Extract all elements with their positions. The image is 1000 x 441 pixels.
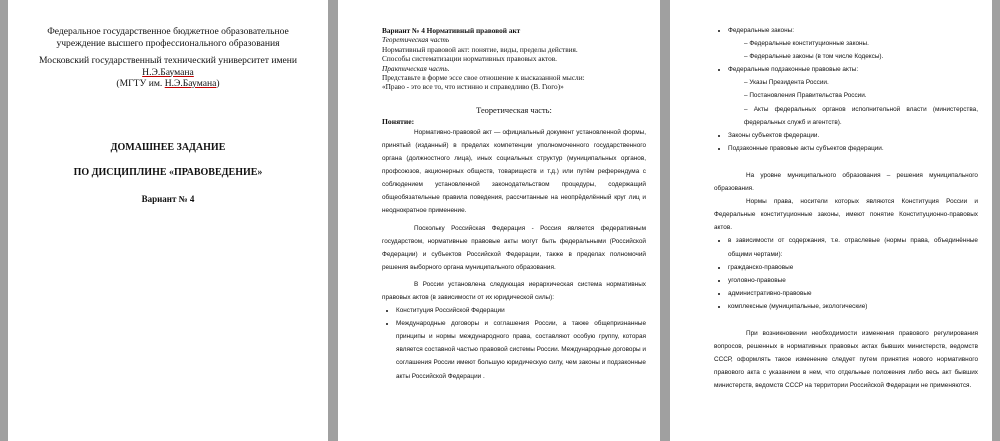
list-item: • Подзаконные правовые акты субъектов федерации. bbox=[728, 142, 978, 155]
norms-paragraph: Нормы права, носители которых являются Конституция России и Федеральные конституционные законы, имеют понятие Конституционно-правовых актов. bbox=[714, 198, 978, 232]
topic-line-2: Способы систематизации нормативных правовых актов. bbox=[382, 54, 557, 64]
section-heading: Теоретическая часть: bbox=[476, 105, 552, 115]
practice-part-label: Практическая часть. bbox=[382, 63, 450, 73]
list-item: • гражданско-правовые bbox=[728, 261, 978, 274]
task-line-2: «Право - это все то, что истинно и справедливо (В. Гюго)» bbox=[382, 82, 564, 92]
definition-paragraph: Нормативно-правовой акт — официальный документ установленной формы, принятый (изданный) в пределах компетенции уполномоченного государственного органа (должностного лица), иных социальных структур (муниципальных органов, профсоюзов, акционерных обществ, товариществ и т.д.) или путём референдума с соблюдением установленной законодательством процедуры, содержащий общеобязательные правила поведения, рассчитанные на неопрēделённый круг лиц и неоднократное применение. bbox=[382, 128, 646, 215]
org-line-2: учреждение высшего профессионального образования bbox=[56, 37, 280, 49]
list-item: – Указы Президента России. bbox=[744, 76, 978, 89]
federation-paragraph: Поскольку Российская Федерация - Россия является федеративным государством, нормативные правовые акты могут быть федеральными (Российской Федерации) и субъектов Российской Федерации, также в пределах полномочий решения выборного органа муниципального образования. bbox=[382, 224, 646, 271]
theory-part-label: Теоретическая часть bbox=[382, 35, 450, 45]
topic-line-1: Нормативный правовой акт: понятие, виды, пределы действия. bbox=[382, 44, 578, 54]
list-item: • Законы субъектов федерации. bbox=[728, 129, 978, 142]
content-list bbox=[714, 234, 978, 313]
list-item: • Международные договоры и соглашения России, а также общепризнанные принципы и нормы международного права, составляют особую группу, которая является составной частью правовой системы России. Международные договоры и соглашения России имеют большую юридическую силу, чем законы и подзаконные акты Российской Федерации . bbox=[396, 317, 646, 382]
list-item: • комплексные (муниципальные, экологические) bbox=[728, 300, 978, 313]
list-item: – Федеральные конституционные законы. bbox=[744, 37, 978, 50]
list-item: • Федеральные подзаконные правовые акты: – Указы Президента России. – Постановления Правительства России. – Акты федеральных органов исполнительной власти (министерства, федеральных служб и агентств). bbox=[728, 63, 978, 128]
subject-title: ПО ДИСЦИПЛИНЕ «ПРАВОВЕДЕНИЕ» bbox=[73, 166, 263, 178]
municipal-paragraph: На уровне муниципального образования – решения муниципального образования. bbox=[714, 171, 978, 193]
org-line-1: Федеральное государственное бюджетное образовательное bbox=[47, 26, 289, 37]
homework-title: ДОМАШНЕЕ ЗАДАНИЕ bbox=[110, 141, 226, 153]
organization-name bbox=[26, 26, 310, 49]
list-item: • в зависимости от содержания, т.е. отраслевые (нормы права, объединённые общими чертами): bbox=[728, 234, 978, 260]
page-hierarchy bbox=[670, 0, 992, 441]
list-item: – Акты федеральных органов исполнительной власти (министерства, федеральных служб и агентств). bbox=[744, 103, 978, 129]
list-item: – Федеральные законы (в том числе Кодексы). bbox=[744, 50, 978, 63]
task-line-1: Представьте в форме эссе свое отношение к высказанной мысли: bbox=[382, 73, 585, 83]
list-item: • уголовно-правовые bbox=[728, 274, 978, 287]
university-name bbox=[26, 55, 310, 90]
list-item: • Федеральные законы: – Федеральные конституционные законы. – Федеральные законы (в том числе Кодексы). bbox=[728, 24, 978, 63]
univ-line-2: Н.Э.Баумана bbox=[142, 66, 194, 78]
variant-number: Вариант № 4 bbox=[141, 193, 195, 204]
federal-list bbox=[714, 24, 978, 155]
univ-line-1: Московский государственный технический университет имени bbox=[38, 55, 298, 66]
page-theory bbox=[338, 0, 660, 441]
hierarchy-paragraph: В России установлена следующая иерархическая система нормативных правовых актов (в зависимости от их юридической силы): bbox=[382, 280, 646, 301]
list-item: – Постановления Правительства России. bbox=[744, 89, 978, 102]
univ-line-3: (МГТУ им. Н.Э.Баумана) bbox=[116, 78, 220, 89]
variant-title: Вариант № 4 Нормативный правовой акт bbox=[382, 26, 521, 35]
change-paragraph: При возникновении необходимости изменения правового регулирования вопросов, решенных в нормативных правовых актах бывших министерств, ведомств СССР, оформлять такое изменение следует путем принятия нового нормативного правового акта с указанием в нем, что отдельные положения либо весь акт бывших министерств, ведомств СССР на территории Российской Федерации не применяются. bbox=[714, 329, 978, 390]
list-item: • административно-правовые bbox=[728, 287, 978, 300]
list-item: • Конституция Российской Федерации bbox=[396, 304, 646, 317]
page-title-sheet bbox=[8, 0, 328, 441]
hierarchy-list bbox=[382, 304, 646, 383]
concept-label: Понятие: bbox=[382, 116, 415, 126]
